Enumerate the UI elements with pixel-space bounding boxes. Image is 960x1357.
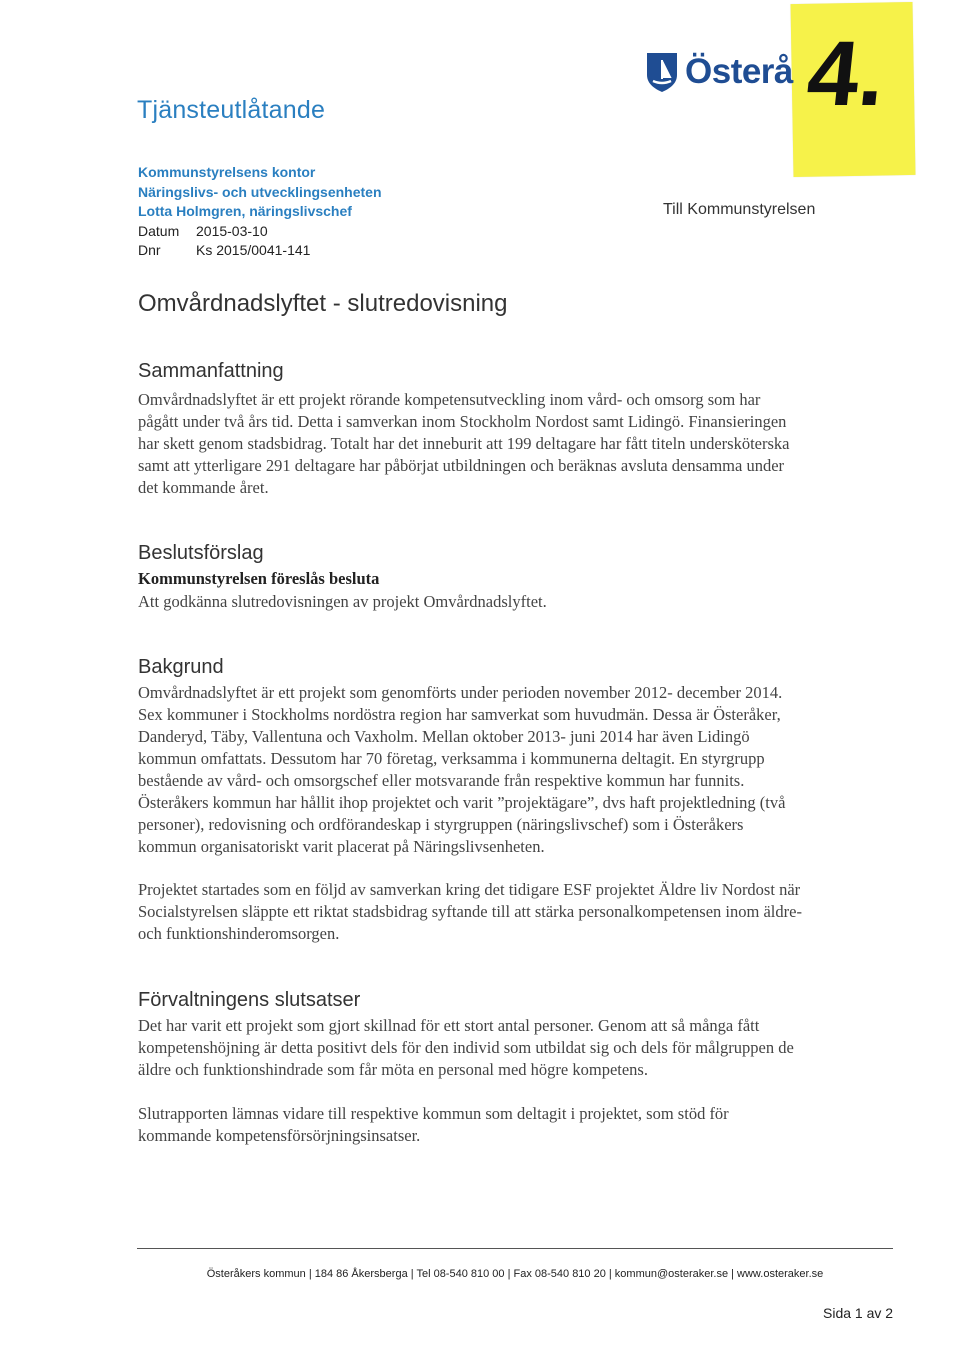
page-number: Sida 1 av 2 [823, 1305, 894, 1321]
footer-contact: Österåkers kommun | 184 86 Åkersberga | Tel 08-540 810 00 | Fax 08-540 810 20 | kommun@osteraker.se | www.osteraker.se [206, 1268, 824, 1280]
proposal-bold-line: Kommunstyrelsen föreslås besluta [138, 569, 380, 588]
background-line: kommun organisatoriskt varit placerat på Näringslivsenheten. [138, 837, 545, 856]
conclusions-heading: Förvaltningens slutsatser [138, 989, 361, 1011]
background-line: kommun omfattats. Dessutom har 70 företag, verksamma i kommunerna deltagit. En styrgrupp [138, 749, 765, 768]
summary-paragraph [138, 389, 898, 499]
background-line: Projektet startades som en följd av samverkan kring det tidigare ESF projektet Äldre liv Nordost när [138, 880, 801, 899]
summary-line: Omvårdnadslyftet är ett projekt rörande kompetensutveckling inom vård- och omsorg som har [138, 390, 761, 409]
background-line: bestående av vård- och omsorgschef eller motsvarande från respektive kommun har funnits. [138, 771, 745, 790]
summary-heading: Sammanfattning [138, 360, 284, 382]
summary-line: det kommande året. [138, 478, 269, 497]
footer-divider [137, 1248, 893, 1249]
municipality-logo [645, 50, 793, 94]
document-title: Omvårdnadslyftet - slutredovisning [138, 290, 508, 317]
background-line: Omvårdnadslyftet är ett projekt som genomförts under perioden november 2012- december 2014. [138, 683, 783, 702]
sticky-note-number: 4. [802, 23, 891, 125]
document-type: Tjänsteutlåtande [137, 96, 326, 124]
summary-line: har skett genom stadsbidrag. Totalt har det inneburit att 199 deltagare har fått titeln undersköterska [138, 434, 790, 453]
summary-line: pågått under två års tid. Detta i samverkan inom Stockholm Nordost samt Lidingö. Finansieringen [138, 412, 787, 431]
background-heading: Bakgrund [138, 656, 224, 678]
conclusions-line: äldre och funktionshindrade som får möta en personal med högre kompetens. [138, 1060, 648, 1079]
conclusions-line: kompetenshöjning är detta positivt dels för den individ som utbildat sig och dels för målgruppen de [138, 1038, 794, 1057]
background-line: Danderyd, Täby, Vallentuna och Vaxholm. Mellan oktober 2013- juni 2014 har även Lidingö [138, 727, 750, 746]
conclusions-line: Det har varit ett projekt som gjort skillnad för ett stort antal personer. Genom att så många fått [138, 1016, 760, 1035]
sender-author: Lotta Holmgren, näringslivschef [138, 203, 352, 219]
background-paragraph-2 [138, 879, 908, 945]
sender-block [138, 163, 382, 261]
summary-line: samt att ytterligare 291 deltagare har påbörjat utbildningen och beräknas avsluta densamma under [138, 456, 785, 475]
background-line: Österåkers kommun har hållit ihop projektet och varit ”projektägare”, dvs haft projektledning (två [138, 793, 786, 812]
conclusions-paragraph-2 [138, 1103, 908, 1147]
background-line: och funktionshinderomsorgen. [138, 924, 340, 943]
background-line: Socialstyrelsen släppte ett riktat stadsbidrag syftande till att stärka personalkompetensen inom äldre- [138, 902, 802, 921]
sender-office: Kommunstyrelsens kontor [138, 164, 316, 180]
sender-unit: Näringslivs- och utvecklingsenheten [138, 183, 382, 200]
date-label: Datum [138, 222, 180, 239]
dnr-row [138, 241, 382, 261]
recipient: Till Kommunstyrelsen [663, 201, 816, 218]
conclusions-line: Slutrapporten lämnas vidare till respektive kommun som deltagit i projektet, som stöd för [138, 1104, 729, 1123]
proposal-heading: Beslutsförslag [138, 542, 264, 564]
dnr-value: Ks 2015/0041-141 [196, 242, 311, 258]
logo-text: Österå [685, 52, 793, 91]
background-line: personer), redovisning och ordförandeskap i styrgruppen (näringslivschef) som i Österåkers [138, 815, 744, 834]
date-row [138, 222, 382, 242]
date-value: 2015-03-10 [196, 222, 268, 239]
dnr-label: Dnr [138, 242, 161, 258]
coat-of-arms-icon [645, 51, 679, 93]
proposal-text: Att godkänna slutredovisningen av projekt Omvårdnadslyftet. [138, 592, 547, 611]
conclusions-paragraph-1 [138, 1015, 908, 1081]
conclusions-line: kommande kompetensförsörjningsinsatser. [138, 1126, 421, 1145]
background-paragraph-1 [138, 682, 908, 858]
background-line: Sex kommuner i Stockholms nordöstra region har samverkat som huvudmän. Dessa är Österåker, [138, 705, 781, 724]
